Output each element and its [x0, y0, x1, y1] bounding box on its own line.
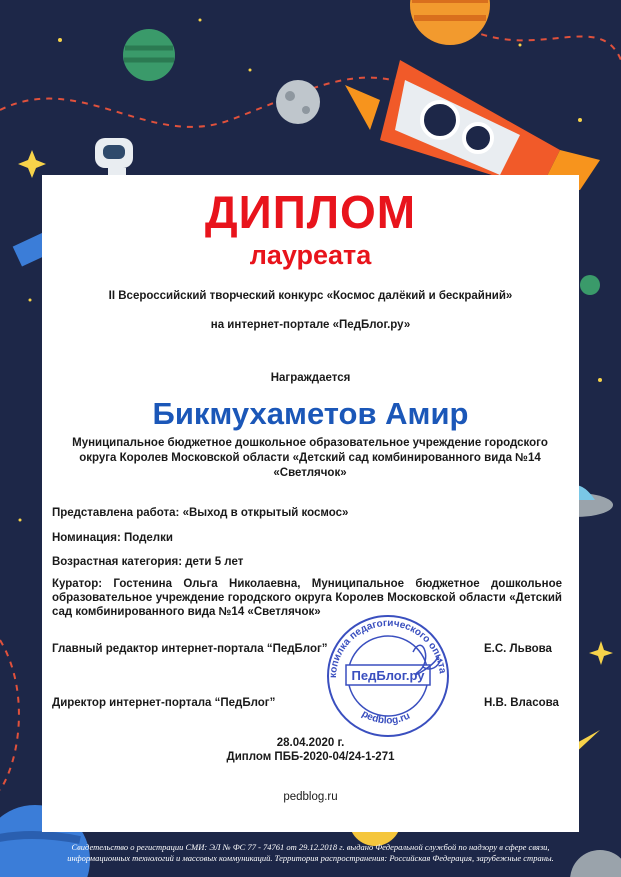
stamp-seal: [318, 612, 458, 742]
contest-name: II Всероссийский творческий конкурс «Космос далёкий и бескрайний»: [108, 290, 513, 302]
age-category: Возрастная категория: дети 5 лет: [52, 556, 244, 568]
site-link[interactable]: pedblog.ru: [283, 791, 338, 803]
stamp-arc-top: копилка педагогического опыта: [327, 617, 448, 679]
diploma-title: ДИПЛОМ: [204, 186, 417, 238]
editor-name: Е.С. Львова: [484, 643, 552, 655]
director-name: Н.В. Власова: [484, 697, 559, 709]
registration-footer: Свидетельство о регистрации СМИ: ЭЛ № ФС 77 - 74761 от 29.12.2018 г. выдано Федеральной службой по надзору в сфере связи, информационных технологий и массовых коммуникаций. Территория распространения: Российская Федерация, зарубежные страны.: [67, 842, 554, 863]
recipient-name: Бикмухаметов Амир: [152, 396, 469, 431]
portal-line: на интернет-портале «ПедБлог.ру»: [210, 319, 411, 331]
svg-text:pedblog.ru: [360, 708, 412, 726]
director-role: Директор интернет-портала “ПедБлог”: [52, 697, 276, 709]
editor-role: Главный редактор интернет-портала “ПедБлог”: [52, 643, 328, 655]
issue-date: 28.04.2020 г.: [276, 737, 345, 749]
planet-icon: [123, 29, 175, 81]
recipient-organization: Муниципальное бюджетное дошкольное образовательное учреждение городского округа Королев Московской области «Детский сад комбинированного вида №14 «Светлячок»: [72, 437, 548, 479]
work-title: Представлена работа: «Выход в открытый космос»: [52, 507, 349, 519]
diploma-number: Диплом ПББ-2020-04/24-1-271: [226, 751, 395, 763]
stamp-arc-bottom: pedblog.ru: [359, 708, 412, 727]
nomination: Номинация: Поделки: [52, 532, 173, 544]
planet-icon: [580, 275, 600, 295]
awarded-label: Награждается: [270, 372, 351, 384]
stamp-center-text: ПедБлог.ру: [351, 668, 425, 683]
diploma-subtitle: лауреата: [249, 240, 372, 270]
planet-icon: [276, 80, 320, 124]
diploma-sheet: [42, 175, 579, 832]
curator: Куратор: Гостенина Ольга Николаевна, Муниципальное бюджетное дошкольное образовательное учреждение городского округа Королев Московской области «Детский сад комбинированного вида №14 «Светлячок»: [52, 578, 562, 618]
